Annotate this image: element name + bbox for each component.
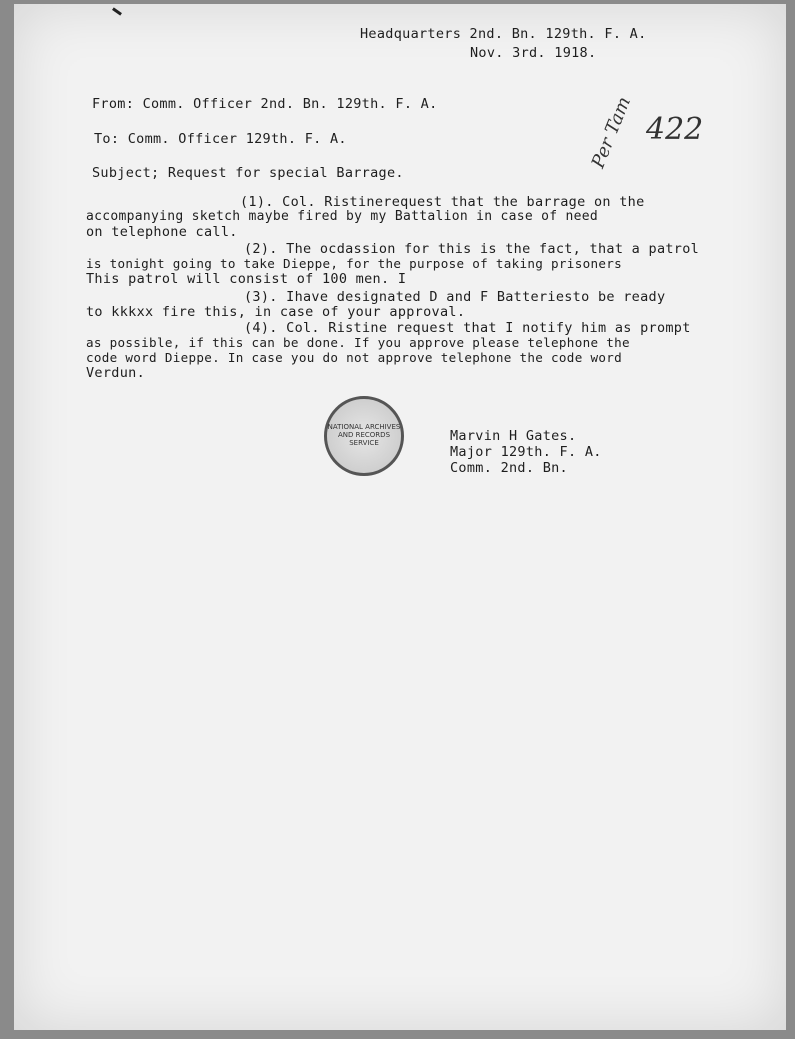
memo-subject: Subject; Request for special Barrage.: [92, 165, 404, 181]
document-page: [14, 4, 786, 1030]
ink-mark: [112, 7, 122, 15]
body-paragraph-3-line-1: (3). Ihave designated D and F Batteriesto be ready: [244, 289, 666, 305]
archives-stamp: [324, 396, 404, 476]
stamp-text: NATIONAL ARCHIVES AND RECORDS SERVICE: [327, 423, 401, 447]
signature-title: Comm. 2nd. Bn.: [450, 460, 568, 476]
body-paragraph-1-line-3: on telephone call.: [86, 224, 238, 240]
handwritten-note: Per Tam: [587, 93, 636, 172]
signature-rank: Major 129th. F. A.: [450, 444, 602, 460]
body-paragraph-1-line-1: (1). Col. Ristinerequest that the barrage on the: [240, 194, 645, 210]
body-paragraph-2-line-1: (2). The ocdassion for this is the fact, that a patrol: [244, 241, 700, 257]
body-paragraph-2-line-2: is tonight going to take Dieppe, for the purpose of taking prisoners: [86, 256, 622, 271]
body-paragraph-2-line-3: This patrol will consist of 100 men. I: [86, 271, 407, 287]
signature-name: Marvin H Gates.: [450, 428, 577, 444]
header-line-1: Headquarters 2nd. Bn. 129th. F. A.: [360, 26, 647, 42]
body-paragraph-4-line-4: Verdun.: [86, 365, 145, 381]
header-date: Nov. 3rd. 1918.: [470, 45, 597, 61]
body-paragraph-3-line-2: to kkkxx fire this, in case of your approval.: [86, 304, 466, 320]
body-paragraph-4-line-3: code word Dieppe. In case you do not approve telephone the code word: [86, 350, 622, 365]
body-paragraph-1-line-2: accompanying sketch maybe fired by my Battalion in case of need: [86, 209, 598, 224]
memo-to: To: Comm. Officer 129th. F. A.: [94, 131, 347, 147]
body-paragraph-4-line-1: (4). Col. Ristine request that I notify him as prompt: [244, 320, 691, 336]
memo-from: From: Comm. Officer 2nd. Bn. 129th. F. A.: [92, 96, 438, 112]
handwritten-number: 422: [646, 112, 704, 147]
body-paragraph-4-line-2: as possible, if this can be done. If you approve please telephone the: [86, 335, 630, 350]
